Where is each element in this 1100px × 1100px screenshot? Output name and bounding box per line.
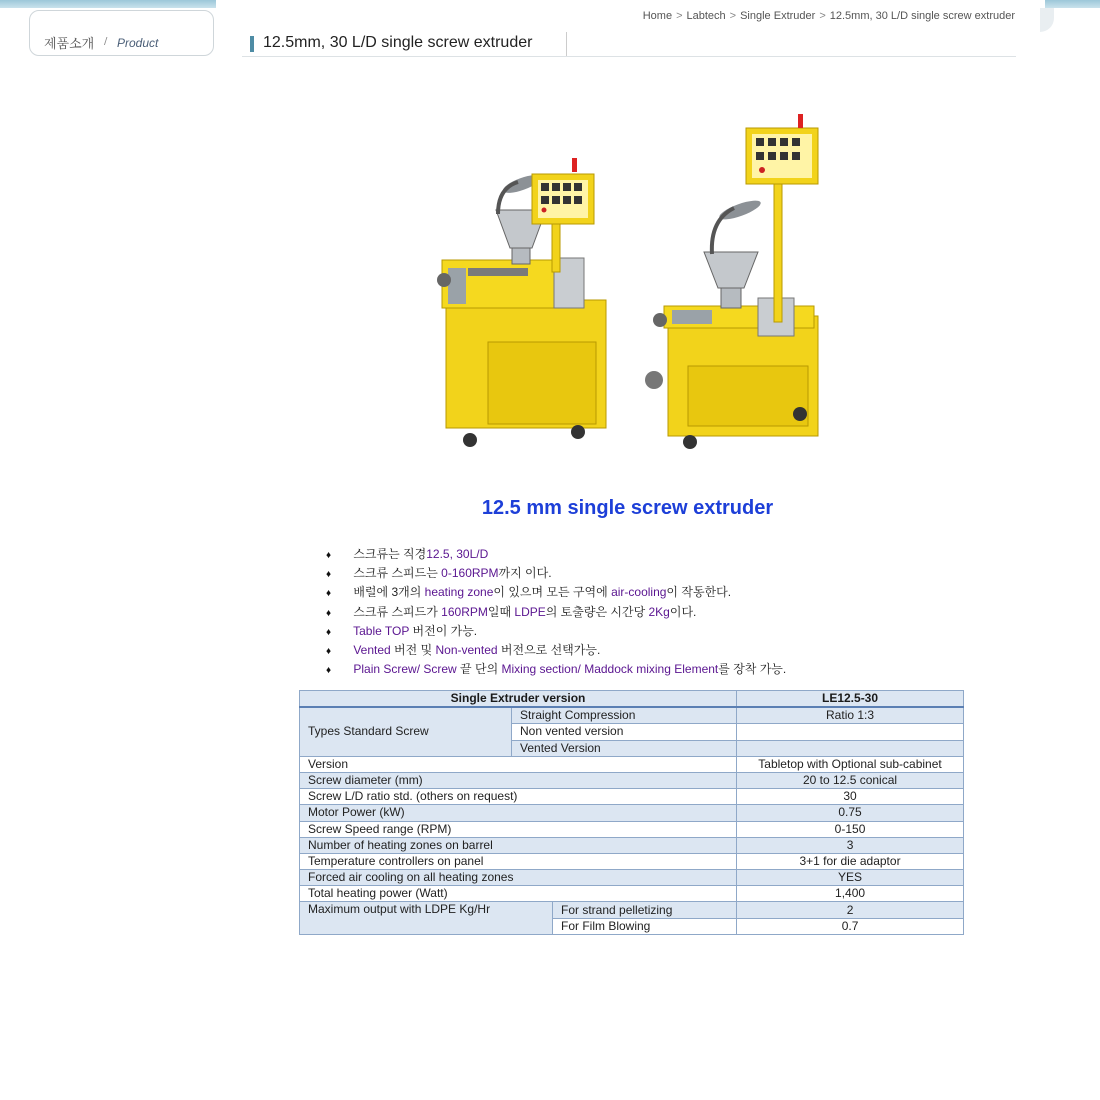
title-underline — [242, 56, 1016, 57]
table-row — [300, 756, 964, 772]
feature-text: 까지 이다. — [498, 566, 552, 581]
table-header-version: Single Extruder version — [300, 691, 737, 708]
table-cell-label: Screw diameter (mm) — [300, 772, 737, 788]
table-cell-value — [737, 724, 964, 740]
feature-text: 버전 및 — [390, 642, 436, 657]
table-cell-value — [737, 740, 964, 756]
screw-types-label: Types Standard Screw — [300, 707, 512, 756]
table-cell-value: Tabletop with Optional sub-cabinet — [737, 756, 964, 772]
breadcrumb-single-extruder[interactable]: Single Extruder — [740, 10, 816, 22]
feature-item — [326, 564, 786, 583]
table-cell-value: 3 — [737, 837, 964, 853]
table-row — [300, 821, 964, 837]
table-cell-label: Temperature controllers on panel — [300, 853, 737, 869]
feature-text: 이다. — [669, 604, 697, 619]
corner-decoration — [1040, 8, 1054, 32]
table-row — [300, 870, 964, 886]
breadcrumb-separator: > — [819, 10, 826, 22]
table-header-row — [300, 691, 964, 708]
feature-text: 의 토출량은 시간당 — [545, 604, 649, 619]
title-accent-bar — [250, 36, 254, 52]
feature-text: 버전으로 선택가능. — [497, 642, 601, 657]
feature-item — [326, 660, 786, 679]
bullet-diamond-icon: ♦ — [326, 550, 332, 561]
table-cell-label: Total heating power (Watt) — [300, 886, 737, 902]
table-cell-label: Non vented version — [512, 724, 737, 740]
breadcrumb-home[interactable]: Home — [642, 10, 673, 22]
breadcrumb-separator: > — [676, 10, 683, 22]
table-row — [300, 853, 964, 869]
feature-item — [326, 622, 786, 641]
table-row — [300, 789, 964, 805]
table-header-model: LE12.5-30 — [737, 691, 964, 708]
table-cell-label: Screw Speed range (RPM) — [300, 821, 737, 837]
table-cell-label: Number of heating zones on barrel — [300, 837, 737, 853]
table-cell-value: 1,400 — [737, 886, 964, 902]
feature-text: 끝 단의 — [456, 662, 502, 677]
feature-item — [326, 545, 786, 564]
table-row — [300, 886, 964, 902]
table-row — [300, 902, 964, 918]
breadcrumb — [643, 10, 1015, 22]
feature-highlight: 160RPM — [441, 604, 488, 619]
feature-highlight: 12.5, 30L/D — [426, 547, 489, 561]
feature-highlight: Vented — [353, 642, 391, 657]
table-cell-label: Straight Compression — [512, 707, 737, 724]
table-cell-label: Screw L/D ratio std. (others on request) — [300, 789, 737, 805]
table-cell-label: Vented Version — [512, 740, 737, 756]
feature-text: 이 있으며 모든 구역에 — [493, 585, 612, 600]
table-cell-label: For strand pelletizing — [553, 902, 737, 918]
feature-highlight: LDPE — [514, 604, 546, 619]
feature-highlight: air-cooling — [611, 585, 667, 600]
feature-list — [326, 545, 786, 679]
bullet-diamond-icon: ♦ — [326, 626, 332, 638]
feature-text: 스크류 스피드가 — [353, 604, 442, 619]
feature-text: 배럴에 3개의 — [353, 585, 425, 600]
table-row — [300, 707, 964, 724]
sidebar-label-en: Product — [117, 36, 159, 50]
feature-item — [326, 603, 786, 622]
feature-highlight: Table TOP — [353, 623, 410, 638]
table-cell-value: Ratio 1:3 — [737, 707, 964, 724]
breadcrumb-current: 12.5mm, 30 L/D single screw extruder — [829, 10, 1015, 22]
feature-text: 일때 — [487, 604, 515, 619]
top-strip-right — [1045, 0, 1100, 8]
table-cell-value: 2 — [737, 902, 964, 918]
table-cell-value: 0.7 — [737, 918, 964, 934]
table-cell-label: Forced air cooling on all heating zones — [300, 870, 737, 886]
table-cell-label: Motor Power (kW) — [300, 805, 737, 821]
table-row — [300, 805, 964, 821]
top-strip-left — [0, 0, 216, 8]
table-cell-label: For Film Blowing — [553, 918, 737, 934]
bullet-diamond-icon: ♦ — [326, 665, 332, 677]
product-heading: 12.5 mm single screw extruder — [481, 497, 774, 519]
page-title: 12.5mm, 30 L/D single screw extruder — [263, 34, 533, 51]
feature-highlight: heating zone — [424, 585, 494, 600]
table-cell-label: Version — [300, 756, 737, 772]
feature-highlight: 0-160RPM — [441, 566, 499, 581]
sidebar-separator: / — [104, 36, 108, 47]
sidebar-section-header — [29, 10, 214, 56]
bullet-diamond-icon: ♦ — [326, 607, 332, 619]
table-cell-value: YES — [737, 870, 964, 886]
sidebar-label-ko: 제품소개 — [44, 37, 95, 52]
breadcrumb-labtech[interactable]: Labtech — [686, 10, 726, 22]
feature-highlight: 2Kg — [648, 604, 670, 619]
title-divider — [566, 32, 567, 56]
feature-highlight: Plain Screw/ Screw — [353, 662, 457, 677]
feature-text: 를 장착 가능. — [718, 662, 787, 677]
extruder-machine-right — [645, 114, 818, 449]
table-cell-value: 0.75 — [737, 805, 964, 821]
feature-highlight: Mixing section/ Maddock mixing Element — [501, 662, 719, 677]
bullet-diamond-icon: ♦ — [326, 588, 332, 600]
bullet-diamond-icon: ♦ — [326, 569, 332, 581]
breadcrumb-separator: > — [729, 10, 737, 22]
table-row — [300, 772, 964, 788]
product-image-extruders — [428, 110, 830, 462]
feature-text: 이 작동한다. — [666, 585, 732, 600]
bullet-diamond-icon: ♦ — [326, 645, 332, 657]
max-output-label: Maximum output with LDPE Kg/Hr — [300, 902, 553, 934]
feature-text: 스크류는 직경 — [353, 547, 427, 561]
table-cell-value: 30 — [737, 789, 964, 805]
feature-item — [326, 583, 786, 602]
feature-text: 버전이 가능. — [409, 623, 478, 638]
spec-table — [299, 690, 964, 935]
table-cell-value: 20 to 12.5 conical — [737, 772, 964, 788]
feature-text: 스크류 스피드는 — [353, 566, 442, 581]
feature-highlight: Non-vented — [435, 642, 498, 657]
table-cell-value: 3+1 for die adaptor — [737, 853, 964, 869]
feature-item — [326, 641, 786, 660]
extruder-machine-left — [437, 158, 606, 447]
table-row — [300, 837, 964, 853]
table-cell-value: 0-150 — [737, 821, 964, 837]
